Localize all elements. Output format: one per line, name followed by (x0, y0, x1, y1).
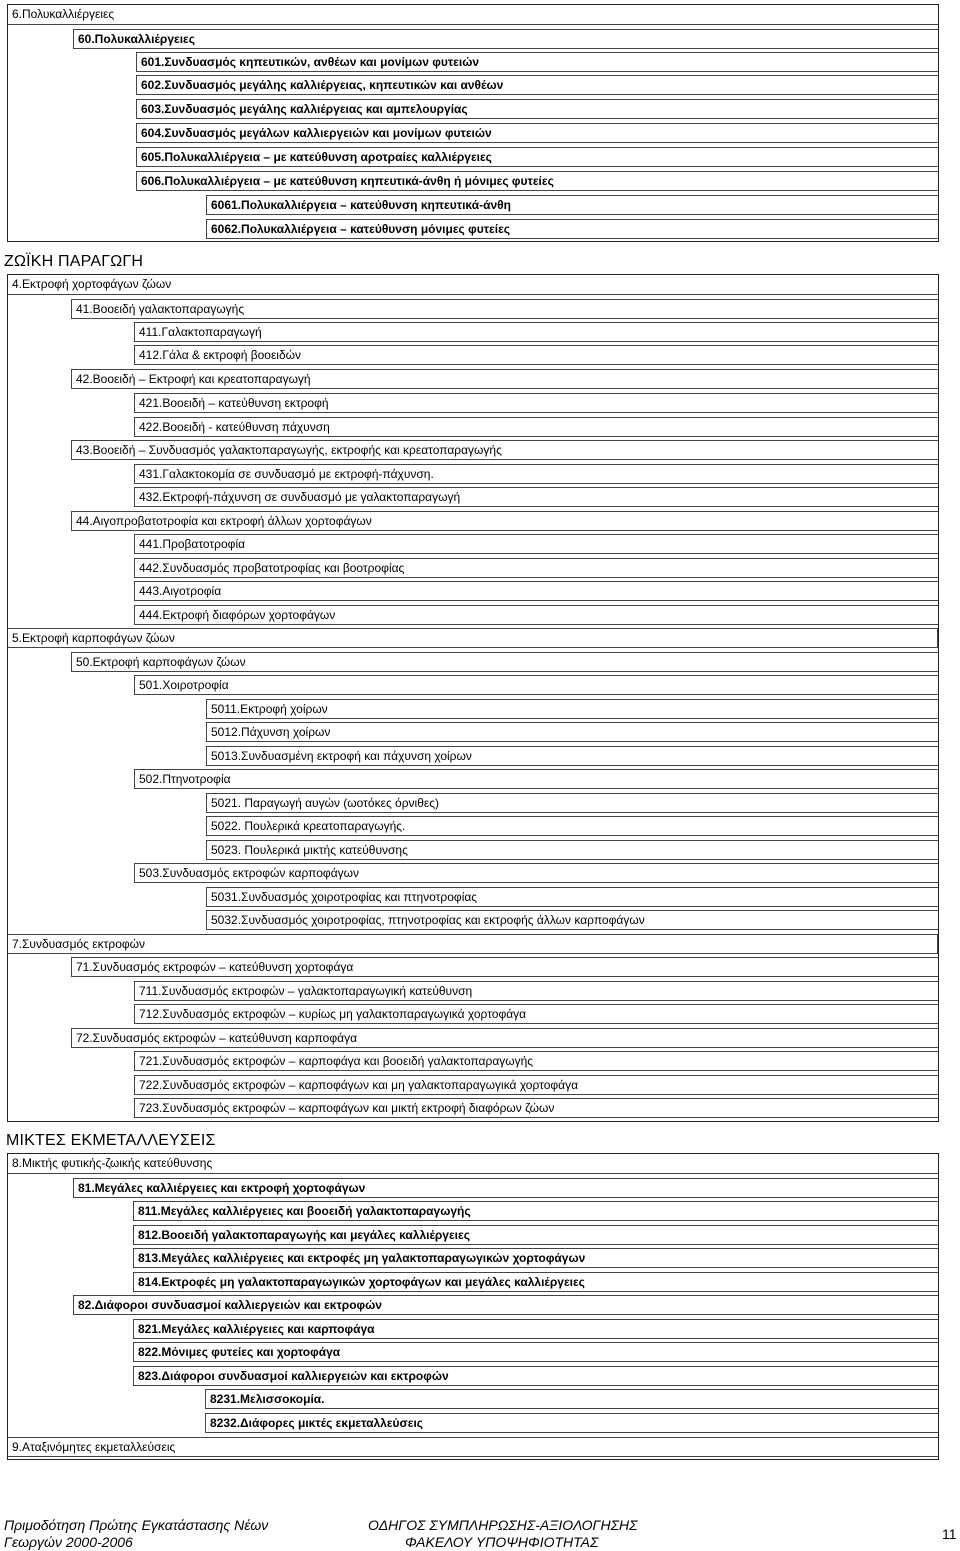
crops-row: 603.Συνδυασμός μεγάλης καλλιέργειας και αμπελουργίας (136, 99, 938, 119)
livestock-row: 422.Βοοειδή - κατεύθυνση πάχυνση (134, 417, 938, 437)
livestock-row: 5032.Συνδυασμός χοιροτροφίας, πτηνοτροφίας και εκτροφής άλλων καρποφάγων (206, 910, 938, 930)
crops-row: 601.Συνδυασμός κηπευτικών, ανθέων και μονίμων φυτειών (136, 52, 938, 72)
livestock-row: 44.Αιγοπροβατοτροφία και εκτροφή άλλων χορτοφάγων (71, 511, 938, 531)
crops-row: 602.Συνδυασμός μεγάλης καλλιέργειας, κηπευτικών και ανθέων (136, 75, 938, 95)
livestock-row: 441.Προβατοτροφία (134, 534, 938, 554)
livestock-row: 5021. Παραγωγή αυγών (ωοτόκες όρνιθες) (206, 793, 938, 813)
mixed-row: 8232.Διάφορες μικτές εκμεταλλεύσεις (205, 1413, 938, 1433)
livestock-row: 442.Συνδυασμός προβατοτροφίας και βοοτροφίας (134, 558, 938, 578)
livestock-row: 5.Εκτροφή καρποφάγων ζώων (8, 628, 938, 648)
mixed-row: 8.Μικτής φυτικής-ζωικής κατεύθυνσης (8, 1154, 938, 1174)
livestock-row: 5012.Πάχυνση χοίρων (206, 722, 938, 742)
livestock-row: 5011.Εκτροφή χοίρων (206, 699, 938, 719)
mixed-row: 9.Αταξινόμητες εκμεταλλεύσεις (8, 1437, 938, 1457)
mixed-row: 814.Εκτροφές μη γαλακτοπαραγωγικών χορτοφάγων και μεγάλες καλλιέργειες (133, 1272, 938, 1292)
crops-row: 6062.Πολυκαλλιέργεια – κατεύθυνση μόνιμες φυτείες (206, 219, 938, 239)
livestock-row: 723.Συνδυασμός εκτροφών – καρποφάγων και μικτή εκτροφή διαφόρων ζώων (134, 1098, 938, 1118)
livestock-row: 5013.Συνδυασμένη εκτροφή και πάχυνση χοίρων (206, 746, 938, 766)
mixed-row: 81.Μεγάλες καλλιέργειες και εκτροφή χορτοφάγων (73, 1178, 938, 1198)
mixed-row: 822.Μόνιμες φυτείες και χορτοφάγα (133, 1342, 938, 1362)
livestock-row: 4.Εκτροφή χορτοφάγων ζώων (8, 275, 938, 295)
footer-left-line2: Γεωργών 2000-2006 (4, 1534, 133, 1550)
footer-left-line1: Πριμοδότηση Πρώτης Εγκατάστασης Νέων (4, 1517, 269, 1533)
crops-row: 60.Πολυκαλλιέργειες (73, 29, 938, 49)
crops-row: 604.Συνδυασμός μεγάλων καλλιεργειών και μονίμων φυτειών (136, 123, 938, 143)
mixed-row: 811.Μεγάλες καλλιέργειες και βοοειδή γαλακτοπαραγωγής (133, 1201, 938, 1221)
livestock-row: 7.Συνδυασμός εκτροφών (8, 934, 938, 954)
livestock-row: 5023. Πουλερικά μικτής κατεύθυνσης (206, 840, 938, 860)
livestock-row: 432.Εκτροφή-πάχυνση σε συνδυασμό με γαλακτοπαραγωγή (134, 487, 938, 507)
mixed-table (7, 1153, 939, 1460)
livestock-row: 421.Βοοειδή – κατεύθυνση εκτροφή (134, 393, 938, 413)
livestock-row: 444.Εκτροφή διαφόρων χορτοφάγων (134, 605, 938, 625)
livestock-row: 72.Συνδυασμός εκτροφών – κατεύθυνση καρποφάγα (71, 1028, 938, 1048)
livestock-row: 5022. Πουλερικά κρεατοπαραγωγής. (206, 816, 938, 836)
footer-center-line1: ΟΔΗΓΟΣ ΣΥΜΠΛΗΡΩΣΗΣ-ΑΞΙΟΛΟΓΗΣΗΣ (368, 1517, 638, 1533)
livestock-row: 711.Συνδυασμός εκτροφών – γαλακτοπαραγωγική κατεύθυνση (134, 981, 938, 1001)
crops-row: 6.Πολυκαλλιέργειες (8, 5, 938, 25)
mixed-row: 813.Μεγάλες καλλιέργειες και εκτροφές μη γαλακτοπαραγωγικών χορτοφάγων (133, 1248, 938, 1268)
livestock-row: 71.Συνδυασμός εκτροφών – κατεύθυνση χορτοφάγα (71, 957, 938, 977)
livestock-row: 41.Βοοειδή γαλακτοπαραγωγής (71, 299, 938, 319)
livestock-heading: ΖΩΪΚΗ ΠΑΡΑΓΩΓΗ (4, 253, 144, 270)
crops-table (7, 4, 939, 242)
mixed-row: 82.Διάφοροι συνδυασμοί καλλιεργειών και εκτροφών (73, 1295, 938, 1315)
livestock-row: 411.Γαλακτοπαραγωγή (134, 322, 938, 342)
livestock-row: 431.Γαλακτοκομία σε συνδυασμό με εκτροφή-πάχυνση. (134, 464, 938, 484)
mixed-heading: ΜΙΚΤΕΣ ΕΚΜΕΤΑΛΛΕΥΣΕΙΣ (6, 1132, 216, 1149)
livestock-table (7, 274, 939, 1122)
livestock-row: 503.Συνδυασμός εκτροφών καρποφάγων (134, 863, 938, 883)
livestock-row: 43.Βοοειδή – Συνδυασμός γαλακτοπαραγωγής, εκτροφής και κρεατοπαραγωγής (71, 440, 938, 460)
livestock-row: 721.Συνδυασμός εκτροφών – καρποφάγα και βοοειδή γαλακτοπαραγωγής (134, 1051, 938, 1071)
footer-center-line2: ΦΑΚΕΛΟΥ ΥΠΟΨΗΦΙΟΤΗΤΑΣ (405, 1534, 599, 1550)
livestock-row: 712.Συνδυασμός εκτροφών – κυρίως μη γαλακτοπαραγωγικά χορτοφάγα (134, 1004, 938, 1024)
livestock-row: 502.Πτηνοτροφία (134, 769, 938, 789)
crops-row: 605.Πολυκαλλιέργεια – με κατεύθυνση αροτραίες καλλιέργειες (136, 147, 938, 167)
mixed-row: 823.Διάφοροι συνδυασμοί καλλιεργειών και εκτροφών (133, 1366, 938, 1386)
crops-row: 606.Πολυκαλλιέργεια – με κατεύθυνση κηπευτικά-άνθη ή μόνιμες φυτείες (136, 171, 938, 191)
livestock-row: 5031.Συνδυασμός χοιροτροφίας και πτηνοτροφίας (206, 887, 938, 907)
livestock-row: 443.Αιγοτροφία (134, 581, 938, 601)
mixed-row: 812.Βοοειδή γαλακτοπαραγωγής και μεγάλες καλλιέργειες (133, 1225, 938, 1245)
livestock-row: 50.Εκτροφή καρποφάγων ζώων (71, 652, 938, 672)
crops-row: 6061.Πολυκαλλιέργεια – κατεύθυνση κηπευτικά-άνθη (206, 195, 938, 215)
mixed-row: 821.Μεγάλες καλλιέργειες και καρποφάγα (133, 1319, 938, 1339)
livestock-row: 412.Γάλα & εκτροφή βοοειδών (134, 345, 938, 365)
livestock-row: 722.Συνδυασμός εκτροφών – καρποφάγων και μη γαλακτοπαραγωγικά χορτοφάγα (134, 1075, 938, 1095)
livestock-row: 42.Βοοειδή – Εκτροφή και κρεατοπαραγωγή (71, 369, 938, 389)
livestock-row: 501.Χοιροτροφία (134, 675, 938, 695)
page-number: 11 (942, 1526, 957, 1542)
mixed-row: 8231.Μελισσοκομία. (205, 1389, 938, 1409)
